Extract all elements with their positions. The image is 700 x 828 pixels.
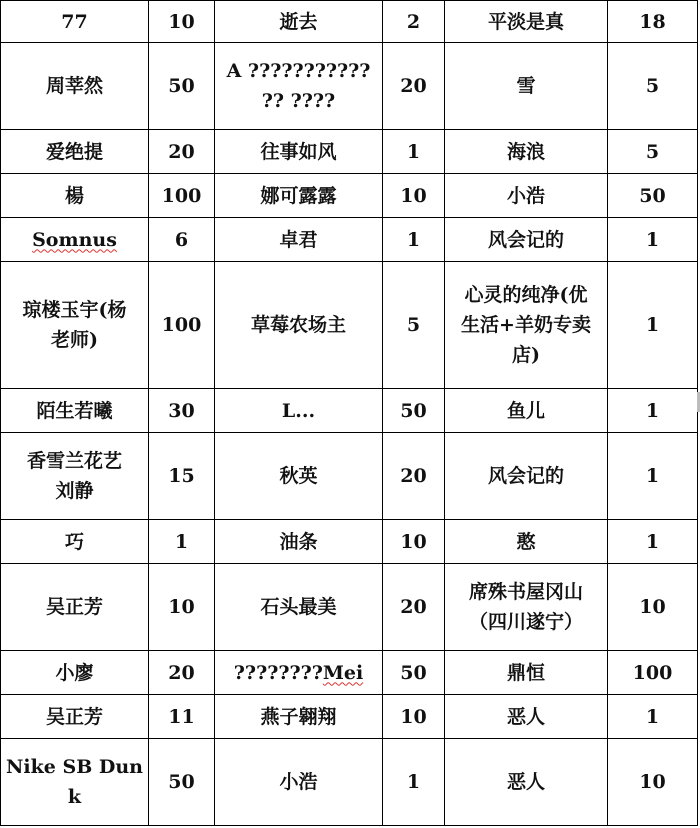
cell-amount-b <box>383 433 445 520</box>
cell-text: 1 <box>645 314 660 336</box>
cell-text: 20 <box>168 661 195 684</box>
cell-text: 50 <box>400 661 427 684</box>
cell-text: 5 <box>645 140 660 163</box>
cell-text: 15 <box>168 465 195 487</box>
cell-amount-a <box>149 43 215 130</box>
cell-text: 鱼儿 <box>506 399 545 422</box>
cell-text: 逝去 <box>279 10 318 33</box>
cell-text: 平淡是真 <box>487 10 564 33</box>
table-body <box>1 1 698 826</box>
cell-text: 11 <box>168 705 195 728</box>
table-row <box>1 520 698 564</box>
cell-name-a <box>1 564 149 651</box>
cell-name-b <box>215 218 383 262</box>
table-row <box>1 218 698 262</box>
cell-amount-c <box>608 1 698 43</box>
table-row <box>1 130 698 174</box>
cell-text: 卓君 <box>279 228 318 251</box>
table-row <box>1 433 698 520</box>
cell-text: 1 <box>174 530 189 553</box>
cell-amount-c <box>608 651 698 695</box>
cell-name-a <box>1 389 149 433</box>
cell-text: L... <box>281 399 316 422</box>
cell-text: 30 <box>168 399 195 422</box>
cell-amount-a <box>149 1 215 43</box>
cell-name-b <box>215 389 383 433</box>
cell-name-b <box>215 1 383 43</box>
cell-name-c <box>445 1 608 43</box>
cell-text: 石头最美 <box>260 596 337 618</box>
cell-amount-b <box>383 695 445 739</box>
cell-name-b <box>215 520 383 564</box>
cell-amount-a <box>149 520 215 564</box>
cell-text: 10 <box>400 184 427 207</box>
cell-name-a <box>1 262 149 389</box>
cell-amount-a <box>149 695 215 739</box>
cell-text: 10 <box>639 596 666 618</box>
cell-name-a <box>1 218 149 262</box>
cell-amount-b <box>383 1 445 43</box>
cell-text: 小廖 <box>55 661 94 684</box>
cell-text: 爱绝提 <box>45 140 103 163</box>
cell-text: 油条 <box>279 530 318 553</box>
cell-amount-b <box>383 564 445 651</box>
cell-text: 海浪 <box>506 140 545 163</box>
cell-text: 1 <box>645 530 660 553</box>
cell-name-b <box>215 433 383 520</box>
cell-amount-a <box>149 433 215 520</box>
cell-text: 鼎恒 <box>506 661 545 684</box>
cell-text: 50 <box>168 771 195 793</box>
cell-text: 77 <box>61 10 88 33</box>
cell-amount-a <box>149 389 215 433</box>
cell-amount-c <box>608 218 698 262</box>
cell-text: 恶人 <box>506 771 545 793</box>
cell-text: 小浩 <box>279 771 318 793</box>
table-row <box>1 1 698 43</box>
cell-name-b <box>215 174 383 218</box>
cell-text: 10 <box>400 705 427 728</box>
cell-name-a <box>1 520 149 564</box>
cell-text: 憨 <box>516 530 536 553</box>
cell-text: 10 <box>639 771 666 793</box>
cell-text: 陌生若曦 <box>36 399 113 422</box>
cell-text: 心灵的纯净(优 生活+羊奶专卖 店) <box>461 284 591 366</box>
cell-text: 10 <box>168 10 195 33</box>
cell-amount-c <box>608 739 698 826</box>
cell-text: 往事如风 <box>260 140 337 163</box>
cell-text: 10 <box>400 530 427 553</box>
table-row <box>1 389 698 433</box>
cell-amount-a <box>149 564 215 651</box>
cell-amount-c <box>608 433 698 520</box>
cell-amount-c <box>608 262 698 389</box>
cell-amount-a <box>149 218 215 262</box>
cell-name-b <box>215 739 383 826</box>
cell-text: 100 <box>161 314 202 336</box>
cell-text: 巧 <box>64 530 84 553</box>
cell-amount-c <box>608 520 698 564</box>
cell-name-c <box>445 520 608 564</box>
cell-amount-b <box>383 389 445 433</box>
cell-name-a <box>1 695 149 739</box>
cell-amount-b <box>383 174 445 218</box>
cell-text: 10 <box>168 596 195 618</box>
cell-text: 秋英 <box>279 465 318 487</box>
cell-amount-a <box>149 130 215 174</box>
cell-text: 小浩 <box>506 184 545 207</box>
cell-name-c <box>445 389 608 433</box>
cell-amount-c <box>608 43 698 130</box>
cell-text: A ??????????? ?? ???? <box>226 60 371 112</box>
cell-name-c <box>445 174 608 218</box>
cell-name-c <box>445 564 608 651</box>
cell-text: 1 <box>406 228 421 251</box>
cell-name-c <box>445 262 608 389</box>
cell-text: 18 <box>639 10 666 33</box>
cell-amount-b <box>383 262 445 389</box>
cell-text: 100 <box>161 184 202 207</box>
cell-amount-c <box>608 695 698 739</box>
cell-text: 2 <box>406 10 421 33</box>
table-row <box>1 651 698 695</box>
cell-text: 1 <box>406 771 421 793</box>
cell-text: 50 <box>639 184 666 207</box>
cell-amount-b <box>383 43 445 130</box>
cell-amount-b <box>383 651 445 695</box>
cell-name-b <box>215 130 383 174</box>
cell-name-b <box>215 695 383 739</box>
cell-text: 琼楼玉宇(杨 老师) <box>22 299 127 351</box>
table-row <box>1 564 698 651</box>
table-row <box>1 262 698 389</box>
cell-text: 50 <box>400 399 427 422</box>
cell-text: 1 <box>645 465 660 487</box>
cell-text: 楊 <box>64 184 84 207</box>
cell-name-a <box>1 130 149 174</box>
cell-amount-b <box>383 130 445 174</box>
cell-text: 50 <box>168 75 195 97</box>
cell-text: 1 <box>645 705 660 728</box>
cell-amount-a <box>149 739 215 826</box>
cell-name-a <box>1 651 149 695</box>
cell-name-b <box>215 651 383 695</box>
cell-text: 香雪兰花艺 刘静 <box>26 450 122 502</box>
cell-text: 吴正芳 <box>45 705 103 728</box>
table-row <box>1 695 698 739</box>
cell-text: 5 <box>406 314 421 336</box>
cell-text: 20 <box>168 140 195 163</box>
cell-text: 1 <box>645 399 660 422</box>
cell-amount-a <box>149 262 215 389</box>
cell-text: 5 <box>645 75 660 97</box>
cell-name-a <box>1 1 149 43</box>
cell-name-c <box>445 739 608 826</box>
cell-text: 周莘然 <box>45 75 103 97</box>
cell-text: 娜可露露 <box>260 184 337 207</box>
cell-text: 席殊书屋冈山 （四川遂宁） <box>468 581 583 633</box>
table-row <box>1 43 698 130</box>
cell-text: 20 <box>400 465 427 487</box>
cell-text: 20 <box>400 596 427 618</box>
cell-amount-b <box>383 218 445 262</box>
cell-text: 6 <box>174 228 189 251</box>
cell-amount-c <box>608 174 698 218</box>
cell-name-b <box>215 564 383 651</box>
cell-amount-a <box>149 651 215 695</box>
cell-name-a <box>1 43 149 130</box>
cell-text: 吴正芳 <box>45 596 103 618</box>
table-row <box>1 174 698 218</box>
cell-text: 风会记的 <box>487 228 564 251</box>
cell-amount-c <box>608 389 698 433</box>
cell-text: ????????Mei <box>233 661 364 684</box>
cell-text: 雪 <box>516 75 536 97</box>
cell-name-b <box>215 262 383 389</box>
cell-text: 1 <box>406 140 421 163</box>
cell-name-b <box>215 43 383 130</box>
cell-text: 100 <box>632 661 673 684</box>
cell-amount-a <box>149 174 215 218</box>
cell-name-c <box>445 695 608 739</box>
cell-name-c <box>445 433 608 520</box>
cell-amount-b <box>383 520 445 564</box>
cell-name-c <box>445 218 608 262</box>
cell-amount-c <box>608 130 698 174</box>
cell-name-c <box>445 651 608 695</box>
cell-text: Nike SB Dun k <box>6 756 143 808</box>
cell-text: 恶人 <box>506 705 545 728</box>
cell-text: 草莓农场主 <box>250 314 346 336</box>
cell-name-a <box>1 174 149 218</box>
cell-text: 20 <box>400 75 427 97</box>
spellcheck-word: Mei <box>322 661 364 684</box>
cell-text: Somnus <box>32 228 117 251</box>
cell-name-a <box>1 739 149 826</box>
cell-amount-b <box>383 739 445 826</box>
table-row <box>1 739 698 826</box>
cell-text: 燕子翱翔 <box>260 705 337 728</box>
cell-amount-c <box>608 564 698 651</box>
cell-text: 风会记的 <box>487 465 564 487</box>
cell-text: 1 <box>645 228 660 251</box>
cell-name-c <box>445 43 608 130</box>
cell-name-a <box>1 433 149 520</box>
cell-name-c <box>445 130 608 174</box>
